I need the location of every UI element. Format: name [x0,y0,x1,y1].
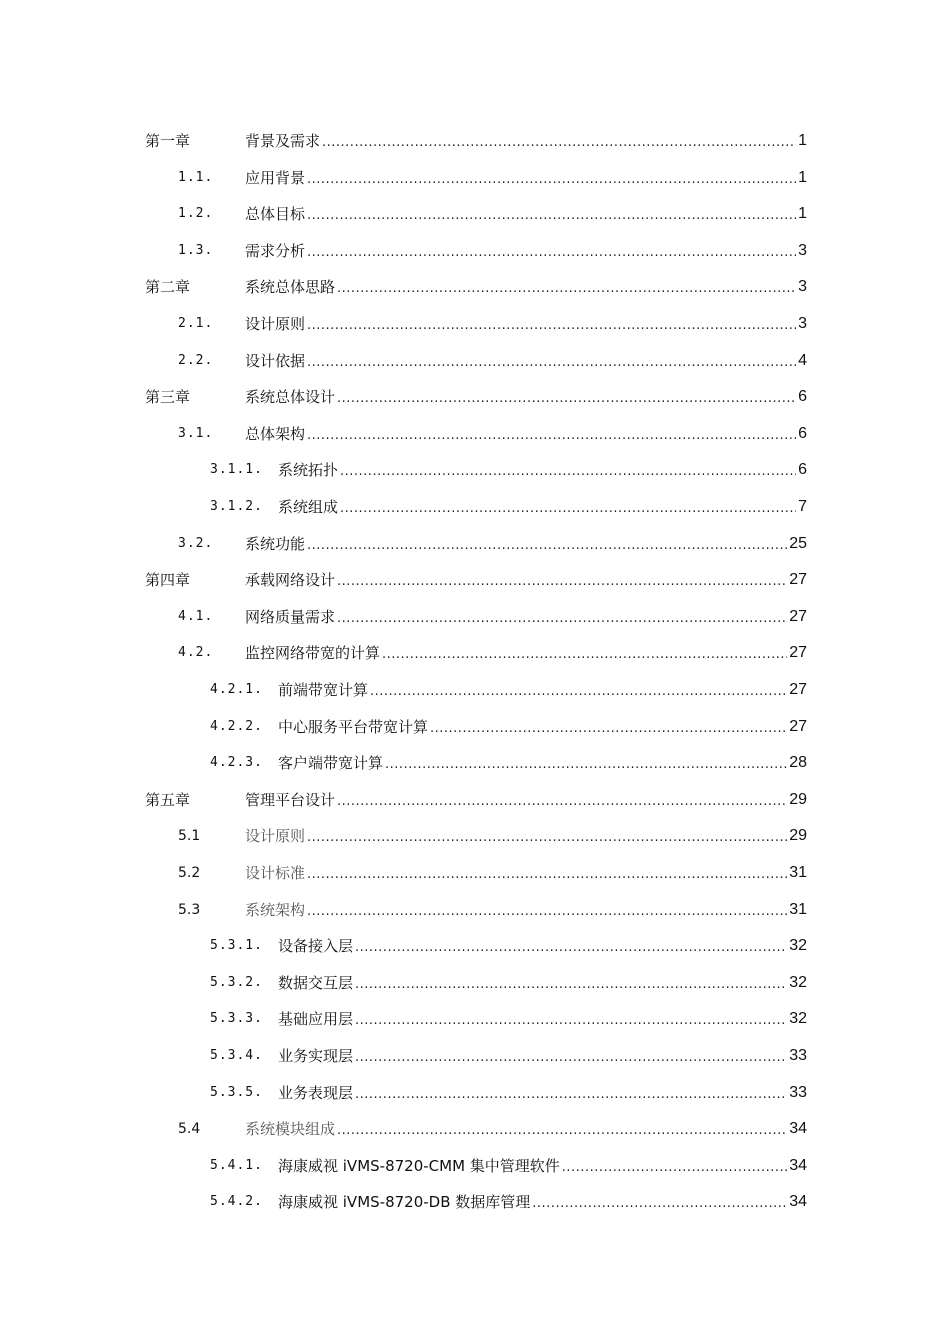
toc-entry-title: 设计原则 [245,827,306,846]
toc-entry-title: 设备接入层 [278,937,354,956]
toc-entry-number: 5.3.1. [210,938,263,954]
toc-entry-number: 5.3.3. [210,1011,263,1027]
toc-entry-number: 4.1. [178,608,214,624]
dot-leader [307,173,796,187]
toc-entry-line [245,791,807,809]
toc-entry-page-number: 27 [789,681,807,698]
toc-entry-number: 5.4.2. [210,1194,263,1210]
toc-entry-line [245,901,807,919]
toc-entry-page-number: 27 [789,607,807,625]
toc-entry[interactable] [0,120,950,150]
toc-entry-page-number: 33 [789,1083,807,1101]
toc-entry-number: 5.1 [178,828,201,845]
toc-entry-number: 第一章 [145,132,191,150]
toc-entry-title: 系统拓扑 [278,461,339,480]
toc-entry-line [278,1047,807,1065]
toc-entry-number: 第二章 [145,278,191,297]
toc-entry-title: 设计标准 [245,864,306,882]
toc-entry-line [245,425,807,443]
toc-entry-page-number: 34 [789,1120,807,1138]
toc-entry[interactable] [0,1108,950,1138]
toc-entry-page-number: 1 [798,168,807,186]
toc-entry-line [245,169,807,187]
toc-entry-page-number: 34 [789,1193,807,1211]
dot-leader [355,1051,787,1065]
toc-entry-title: 需求分析 [245,241,306,260]
toc-entry-title: 总体目标 [245,205,306,224]
toc-entry-line [278,1084,807,1102]
toc-entry-line [278,937,807,955]
toc-entry-page-number: 27 [789,571,807,589]
toc-entry-title: 系统组成 [278,498,339,516]
dot-leader [355,1088,787,1102]
dot-leader [307,905,787,919]
dot-leader [430,722,787,736]
toc-entry-line [245,388,807,406]
toc-entry[interactable] [0,1072,950,1102]
toc-entry[interactable] [0,998,950,1028]
toc-entry[interactable] [0,1035,950,1065]
toc-entry-page-number: 1 [798,205,807,223]
toc-entry-title: 设计依据 [245,351,306,370]
toc-entry-title: 业务表现层 [278,1083,354,1102]
toc-entry-title: 系统模块组成 [245,1120,336,1139]
toc-entry-line [245,864,807,882]
toc-entry-title: 基础应用层 [278,1010,354,1029]
toc-entry[interactable] [0,632,950,662]
toc-entry-title: 系统总体设计 [245,388,336,407]
toc-entry-page-number: 6 [798,424,807,442]
toc-entry-number: 5.4.1. [210,1157,263,1173]
toc-entry-page-number: 32 [789,973,807,991]
toc-entry-page-number: 28 [789,754,807,772]
toc-entry-number: 5.4 [178,1121,201,1138]
toc-entry-title: 前端带宽计算 [278,681,369,699]
dot-leader [340,502,796,516]
toc-entry-line [245,535,807,553]
toc-entry-line [278,1193,807,1211]
toc-entry-line [278,718,807,736]
dot-leader [370,685,787,699]
toc-entry-page-number: 3 [798,241,807,259]
dot-leader [337,575,787,589]
toc-entry-line [278,498,807,516]
toc-entry-number: 5.3.5. [210,1084,263,1100]
dot-leader [385,758,787,772]
toc-entry-title: 海康威视 iVMS-8720-CMM 集中管理软件 [278,1156,560,1175]
toc-entry-line [245,242,807,260]
toc-entry-page-number: 3 [798,278,807,296]
toc-entry[interactable] [0,266,950,296]
toc-entry[interactable] [0,1181,950,1211]
toc-entry[interactable] [0,815,950,845]
toc-entry[interactable] [0,303,950,333]
toc-entry-page-number: 34 [789,1156,807,1174]
toc-entry-number: 4.2.2. [210,718,263,734]
toc-entry-number: 3.2. [178,535,214,551]
toc-entry-title: 背景及需求 [245,132,321,150]
dot-leader [382,648,787,662]
toc-entry-title: 管理平台设计 [245,790,336,809]
toc-entry-number: 5.3.2. [210,974,263,990]
dot-leader [337,612,787,626]
dot-leader [355,978,787,992]
toc-entry-line [245,827,807,845]
toc-entry-title: 海康威视 iVMS-8720-DB 数据库管理 [278,1193,531,1212]
toc-entry[interactable] [0,962,950,992]
toc-entry-page-number: 27 [789,717,807,735]
dot-leader [307,539,787,553]
dot-leader [337,392,796,406]
toc-entry-line [245,644,807,662]
dot-leader [337,795,787,809]
toc-entry-line [245,132,807,150]
toc-entry-title: 监控网络带宽的计算 [245,644,381,663]
toc-entry-number: 5.2 [178,865,201,881]
toc-entry-line [245,1120,807,1138]
toc-entry[interactable] [0,1145,950,1175]
toc-entry-page-number: 33 [789,1047,807,1064]
toc-entry-line [245,205,807,223]
toc-entry-number: 3.1.1. [210,462,263,478]
toc-entry[interactable] [0,779,950,809]
dot-leader [322,136,796,150]
toc-entry-number: 2.1. [178,316,214,331]
toc-entry[interactable] [0,596,950,626]
toc-entry-line [278,974,807,992]
toc-entry-page-number: 29 [789,827,807,845]
toc-entry-number: 2.2. [178,352,214,368]
toc-entry-title: 客户端带宽计算 [278,754,384,773]
toc-entry[interactable] [0,340,950,370]
toc-entry[interactable] [0,376,950,406]
toc-entry-page-number: 1 [798,132,807,149]
toc-entry-page-number: 6 [798,388,807,406]
toc-entry-number: 1.1. [178,169,214,185]
dot-leader [307,246,796,260]
toc-entry-number: 3.1.2. [210,499,263,514]
toc-entry-number: 4.2.3. [210,755,263,771]
dot-leader [337,282,796,296]
toc-entry-title: 承载网络设计 [245,571,336,590]
toc-entry-title: 数据交互层 [278,973,354,992]
toc-entry-page-number: 27 [789,644,807,662]
toc-entry-page-number: 29 [789,790,807,808]
toc-entry-title: 设计原则 [245,315,306,333]
toc-entry[interactable] [0,925,950,955]
dot-leader [532,1197,787,1211]
toc-entry-number: 5.3.4. [210,1048,263,1063]
dot-leader [340,465,796,479]
toc-entry[interactable] [0,559,950,589]
toc-entry-page-number: 25 [789,534,807,552]
toc-entry[interactable] [0,413,950,443]
toc-entry-number: 1.2. [178,206,214,222]
toc-entry-title: 系统总体思路 [245,278,336,297]
toc-entry-page-number: 7 [798,498,807,515]
toc-entry-line [245,608,807,626]
toc-entry-page-number: 32 [789,1010,807,1028]
toc-entry-line [245,278,807,296]
toc-entry[interactable] [0,742,950,772]
dot-leader [355,1014,787,1028]
toc-entry-title: 系统功能 [245,534,306,553]
toc-entry-page-number: 31 [789,864,807,881]
toc-entry[interactable] [0,523,950,553]
dot-leader [307,319,796,333]
toc-entry-number: 第五章 [145,790,191,809]
toc-entry-line [278,754,807,772]
toc-entry-line [245,352,807,370]
dot-leader [307,209,796,223]
dot-leader [307,429,796,443]
toc-entry-number: 4.2.1. [210,682,263,697]
toc-entry-line [278,461,807,479]
dot-leader [307,356,796,370]
toc-entry[interactable] [0,669,950,699]
toc-entry-page-number: 3 [798,315,807,332]
toc-entry-number: 4.2. [178,645,214,661]
toc-entry-number: 1.3. [178,242,214,258]
toc-entry[interactable] [0,486,950,516]
toc-entry-title: 业务实现层 [278,1047,354,1065]
toc-entry[interactable] [0,157,950,187]
toc-entry-page-number: 32 [789,937,807,955]
toc-entry-number: 第三章 [145,388,191,407]
toc-entry-line [245,315,807,333]
toc-entry-page-number: 31 [789,900,807,918]
dot-leader [337,1124,787,1138]
toc-entry-number: 5.3 [178,901,201,918]
toc-entry[interactable] [0,852,950,882]
toc-entry-line [278,1157,807,1175]
toc-entry-page-number: 6 [798,461,807,479]
toc-entry-title: 总体架构 [245,424,306,443]
dot-leader [307,868,787,882]
toc-entry-line [278,681,807,699]
toc-entry-number: 第四章 [145,571,191,590]
dot-leader [355,941,787,955]
dot-leader [307,831,787,845]
toc-entry[interactable] [0,230,950,260]
toc-entry[interactable] [0,889,950,919]
toc-entry-number: 3.1. [178,425,214,441]
toc-entry-page-number: 4 [798,351,807,369]
toc-entry-title: 应用背景 [245,168,306,187]
toc-entry-line [278,1010,807,1028]
toc-entry-title: 中心服务平台带宽计算 [278,717,429,736]
toc-entry-title: 系统架构 [245,900,306,919]
toc-entry-line [245,571,807,589]
toc-entry-title: 网络质量需求 [245,607,336,626]
dot-leader [562,1161,787,1175]
toc-entry[interactable] [0,193,950,223]
toc-entry[interactable] [0,449,950,479]
toc-entry[interactable] [0,706,950,736]
